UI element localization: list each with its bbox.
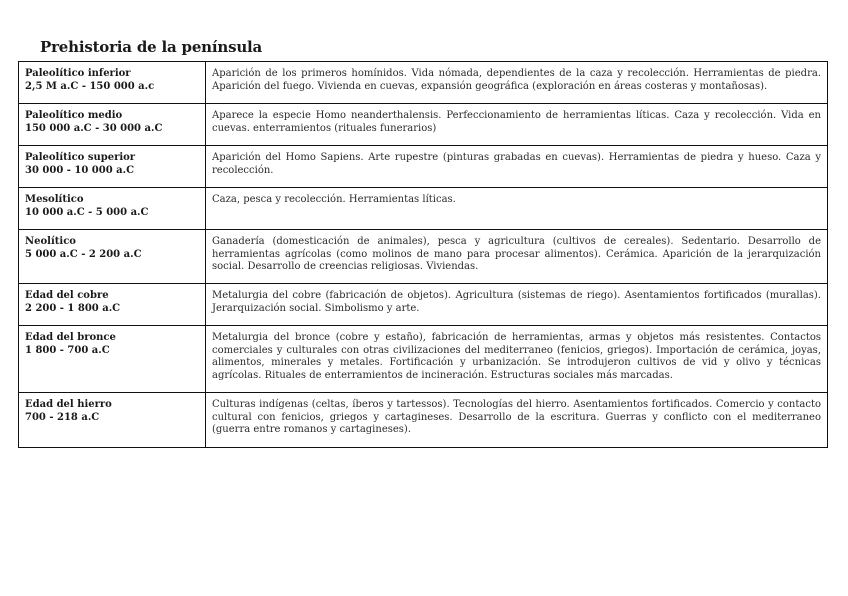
- period-cell: [19, 146, 206, 188]
- period-date: 1 800 - 700 a.C: [25, 344, 110, 356]
- table-row: [19, 104, 828, 146]
- period-name: Paleolítico medio: [25, 110, 123, 121]
- period-date: 30 000 - 10 000 a.C: [25, 164, 135, 176]
- table-row: [19, 326, 828, 393]
- period-description: Aparición de los primeros homínidos. Vida nómada, dependientes de la caza y recolección. Herramientas de piedra. Aparición del fuego. Vivienda en cuevas, expansión geográfica (exploración en áreas costeras y montañosas).: [206, 62, 828, 104]
- prehistory-table: [18, 61, 828, 448]
- period-date: 10 000 a.C - 5 000 a.C: [25, 206, 149, 218]
- table-row: [19, 230, 828, 284]
- period-description: Ganadería (domesticación de animales), pesca y agricultura (cultivos de cereales). Sedentario. Desarrollo de herramientas agrícolas (como molinos de mano para procesar alimentos). Cerámica. Aparición de la jerarquización social. Desarrollo de creencias religiosas. Viviendas.: [206, 230, 828, 284]
- period-cell: [19, 188, 206, 230]
- table-row: [19, 146, 828, 188]
- period-date: 2 200 - 1 800 a.C: [25, 302, 121, 314]
- period-date: 150 000 a.C - 30 000 a.C: [25, 122, 163, 134]
- period-cell: [19, 104, 206, 146]
- period-description: Aparición del Homo Sapiens. Arte rupestre (pinturas grabadas en cuevas). Herramientas de piedra y hueso. Caza y recolección.: [206, 146, 828, 188]
- period-name: Neolítico: [25, 236, 76, 247]
- table-row: [19, 393, 828, 448]
- period-name: Paleolítico superior: [25, 152, 136, 163]
- page-title: Prehistoria de la península: [40, 38, 263, 56]
- period-cell: [19, 62, 206, 104]
- period-date: 700 - 218 a.C: [25, 411, 100, 423]
- period-cell: [19, 326, 206, 393]
- period-date: 2,5 M a.C - 150 000 a.c: [25, 80, 155, 92]
- period-description: Metalurgia del bronce (cobre y estaño), fabricación de herramientas, armas y objetos más resistentes. Contactos comerciales y culturales con otras civilizaciones del mediterraneo (fenicios, griegos). Importación de cerámica, joyas, alimentos, minerales y metales. Fortificación y urbanización. Se introdujeron cultivos de vid y olivo y técnicas agrícolas. Rituales de enterramientos de incineración. Estructuras sociales más marcadas.: [206, 326, 828, 393]
- period-cell: [19, 230, 206, 284]
- period-cell: [19, 393, 206, 448]
- table-row: [19, 62, 828, 104]
- period-name: Mesolítico: [25, 194, 84, 205]
- period-description: Caza, pesca y recolección. Herramientas líticas.: [206, 188, 828, 230]
- table-row: [19, 188, 828, 230]
- period-description: Aparece la especie Homo neanderthalensis. Perfeccionamiento de herramientas líticas. Caza y recolección. Vida en cuevas. enterramientos (rituales funerarios): [206, 104, 828, 146]
- period-name: Edad del hierro: [25, 399, 112, 410]
- period-name: Edad del cobre: [25, 290, 109, 301]
- period-name: Edad del bronce: [25, 332, 116, 343]
- table-row: [19, 284, 828, 326]
- period-cell: [19, 284, 206, 326]
- period-name: Paleolítico inferior: [25, 68, 131, 79]
- period-description: Metalurgia del cobre (fabricación de objetos). Agricultura (sistemas de riego). Asentamientos fortificados (murallas). Jerarquización social. Simbolismo y arte.: [206, 284, 828, 326]
- period-description: Culturas indígenas (celtas, íberos y tartessos). Tecnologías del hierro. Asentamientos fortificados. Comercio y contacto cultural con fenicios, griegos y cartagineses. Desarrollo de la escritura. Guerras y conflicto con el mediterraneo (guerra entre romanos y cartagineses).: [206, 393, 828, 448]
- period-date: 5 000 a.C - 2 200 a.C: [25, 248, 142, 260]
